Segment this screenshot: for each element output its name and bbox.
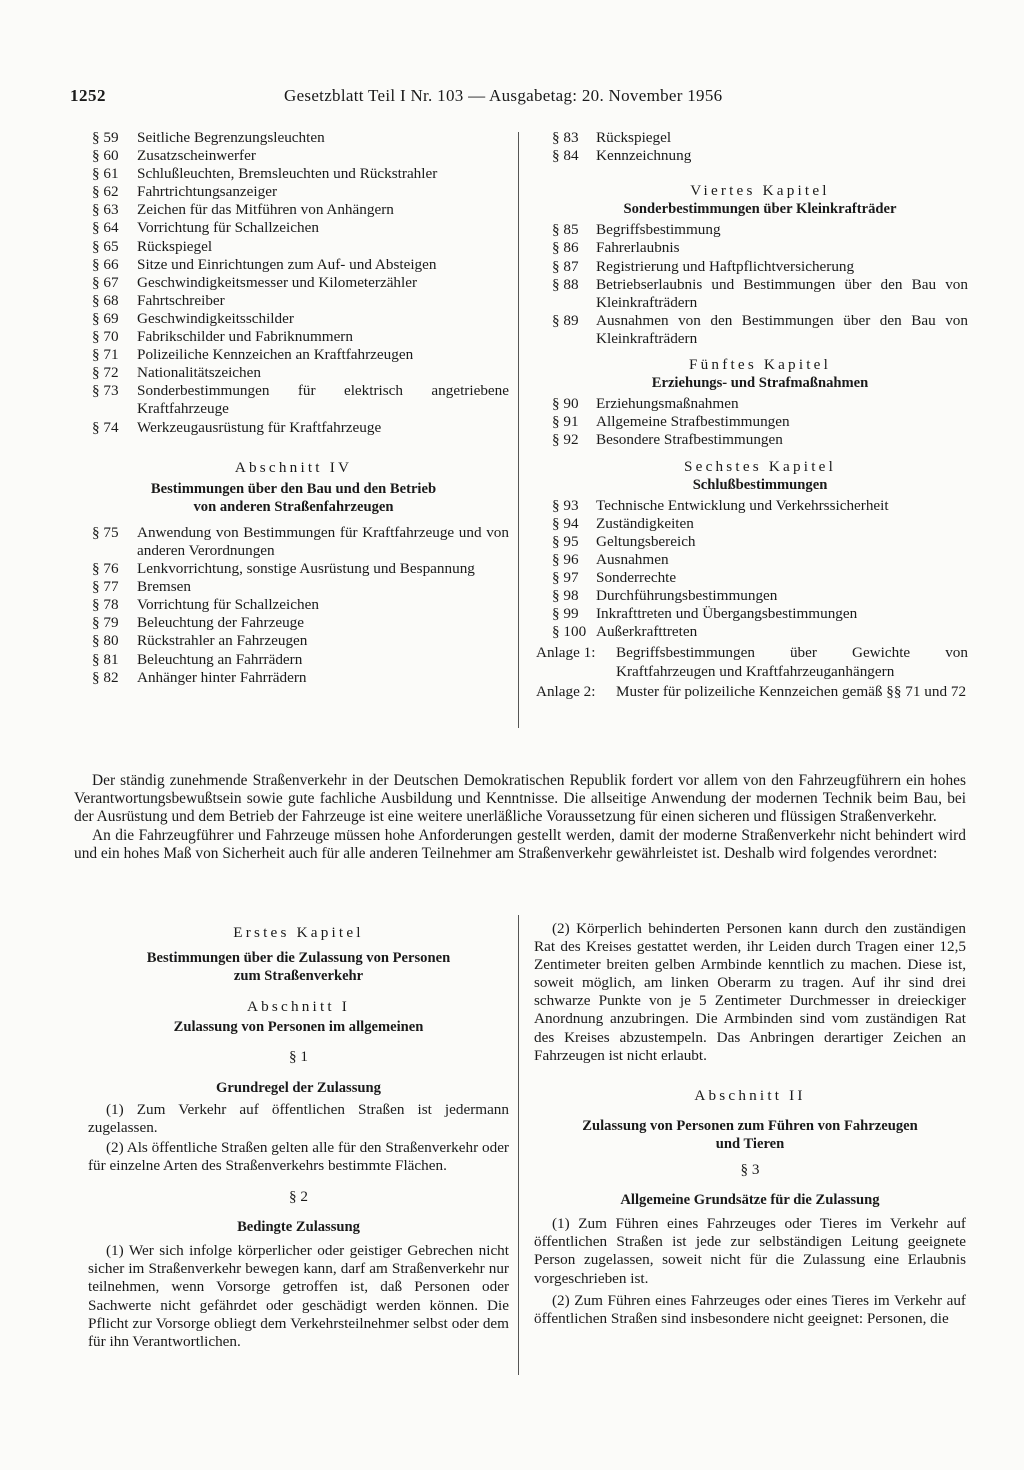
section-number: § 81 — [92, 650, 119, 668]
toc-item — [552, 312, 968, 348]
section-number: § 78 — [92, 596, 119, 614]
section-title: Fahrtrichtungsanzeiger — [137, 183, 278, 201]
paragraph-number: § 2 — [289, 1188, 308, 1206]
toc-item — [552, 551, 968, 569]
section-title: Registrierung und Haftpflichtversicherung — [596, 257, 855, 275]
toc-right-top-list — [552, 129, 968, 165]
section-title: Beleuchtung an Fahrrädern — [137, 650, 303, 668]
paragraph-title: Allgemeine Grundsätze für die Zulassung — [620, 1192, 880, 1209]
toc-item — [92, 524, 509, 560]
chapter-label: Viertes Kapitel — [690, 182, 830, 200]
abschnitt-iv-list — [92, 524, 509, 687]
section-number: § 64 — [92, 219, 119, 237]
section-number: § 95 — [552, 532, 579, 550]
section-title: Seitliche Begrenzungsleuchten — [137, 129, 325, 146]
section-number: § 79 — [92, 614, 119, 632]
section-title: Rückstrahler an Fahrzeugen — [137, 632, 308, 650]
section-number: § 59 — [92, 129, 119, 146]
toc-item — [92, 346, 509, 364]
page-header — [70, 86, 956, 110]
toc-item — [92, 256, 509, 274]
section-number: § 68 — [92, 291, 119, 309]
section-title: Allgemeine Strafbestimmungen — [596, 413, 790, 431]
section-title: Fahrerlaubnis — [596, 239, 680, 257]
section-label: Abschnitt IV — [234, 458, 353, 476]
chapter-title-line: Bestimmungen über die Zulassung von Personen — [146, 950, 451, 967]
section-title: Zeichen für das Mitführen von Anhängern — [137, 201, 394, 219]
section-title: Lenkvorrichtung, sonstige Ausrüstung und Bespannung — [137, 560, 475, 578]
toc-item — [552, 623, 968, 641]
section-number: § 72 — [92, 364, 119, 382]
body-paragraph: (1) Wer sich infolge körperlicher oder geistiger Gebrechen nicht sicher im Straßenverkehr bewegen kann, darf am Straßenverkehr nur teilnehmen, wenn Vorsorge getroffen ist, daß Personen oder Sachwerte nicht gefährdet oder geschädigt werden können. Die Pflicht zur Vorsorge obliegt dem Verkehrsteilnehmer selbst oder dem für ihn Verantwortlichen. — [88, 1242, 509, 1350]
toc-item — [552, 129, 968, 147]
toc-item — [552, 569, 968, 587]
section-title: Kennzeichnung — [596, 147, 692, 165]
toc-item — [92, 596, 509, 614]
section-title: Werkzeugausrüstung für Kraftfahrzeuge — [137, 418, 382, 436]
fuenftes-kapitel-heading — [552, 356, 968, 392]
section-title: Begriffsbestimmung — [596, 221, 721, 239]
toc-item — [92, 669, 509, 687]
paragraph-title: Bedingte Zulassung — [237, 1219, 360, 1236]
section-number: § 71 — [92, 346, 119, 364]
section-title: Geltungsbereich — [596, 532, 696, 550]
toc-item — [92, 129, 509, 147]
section-title: Erziehungsmaßnahmen — [596, 395, 739, 413]
section-title: Sonderbestimmungen für elektrisch angetriebene Kraftfahrzeuge — [137, 382, 509, 418]
section-number: § 80 — [92, 632, 119, 650]
toc-item — [552, 533, 968, 551]
section-number: § 65 — [92, 237, 119, 255]
anlage-title: Begriffsbestimmungen über Gewichte von Kraftfahrzeugen und Kraftfahrzeuganhängern — [616, 644, 968, 680]
toc-item — [92, 201, 509, 219]
viertes-kapitel-list — [552, 221, 968, 348]
section-number: § 60 — [92, 147, 119, 165]
toc-item — [92, 165, 509, 183]
toc-anlage-item — [536, 644, 968, 680]
section-title-line: und Tieren — [715, 1135, 785, 1152]
section-title: Sonderrechte — [596, 569, 677, 587]
section-title-line: von anderen Straßenfahrzeugen — [193, 498, 394, 515]
preamble-paragraph: An die Fahrzeugführer und Fahrzeuge müssen hohe Anforderungen gestellt werden, damit der moderne Straßenverkehr nicht behindert wird und ein hohes Maß von Sicherheit auch für alle anderen Teilnehmer am Straßenverkehr gewährleistet ist. Deshalb wird folgendes verordnet: — [74, 826, 966, 862]
section-title: Anwendung von Bestimmungen für Kraftfahrzeuge und von anderen Verordnungen — [137, 523, 509, 559]
section-number: § 77 — [92, 578, 119, 596]
section-title: Schlußleuchten, Bremsleuchten und Rückstrahler — [137, 165, 438, 183]
toc-item — [552, 258, 968, 276]
section-number: § 87 — [552, 257, 579, 275]
section-title: Anhänger hinter Fahrrädern — [137, 668, 307, 686]
body-paragraph: (2) Zum Führen eines Fahrzeuges oder eines Tieres im Verkehr auf öffentlichen Straßen sind insbesondere nicht geeignet: Personen, die — [534, 1291, 966, 1327]
toc-item — [92, 274, 509, 292]
section-title: Sitze und Einrichtungen zum Auf- und Absteigen — [137, 255, 437, 273]
anlage-number: Anlage 2: — [536, 682, 596, 700]
section-title: Zulassung von Personen im allgemeinen — [173, 1019, 424, 1036]
section-number: § 90 — [552, 395, 579, 413]
section-number: § 94 — [552, 514, 579, 532]
section-title: Ausnahmen — [596, 550, 669, 568]
sechstes-kapitel-heading — [552, 458, 968, 494]
preamble — [74, 772, 966, 863]
section-number: § 99 — [552, 605, 579, 623]
abschnitt-iv-heading — [78, 459, 509, 516]
paragraph-number: § 3 — [740, 1161, 760, 1179]
toc-item — [552, 395, 968, 413]
body-paragraph: (2) Als öffentliche Straßen gelten alle für den Straßenverkehr oder für einzelne Arten des Straßenverkehrs bestimmte Flächen. — [88, 1138, 509, 1174]
toc-anlage-item — [536, 682, 968, 701]
page-number: 1252 — [70, 86, 106, 105]
toc-item — [552, 239, 968, 257]
toc-item — [92, 238, 509, 256]
chapter-label: Fünftes Kapitel — [688, 356, 832, 374]
section-number: § 74 — [92, 418, 119, 436]
toc-item — [92, 578, 509, 596]
section-title: Technische Entwicklung und Verkehrssicherheit — [596, 496, 889, 514]
section-number: § 84 — [552, 147, 579, 165]
toc-item — [92, 560, 509, 578]
toc-column-divider — [518, 132, 519, 728]
toc-item — [552, 221, 968, 239]
chapter-label: Erstes Kapitel — [233, 924, 364, 941]
section-number: § 66 — [92, 255, 119, 273]
section-title: Zuständigkeiten — [596, 514, 694, 532]
section-title: Fabrikschilder und Fabriknummern — [137, 328, 353, 346]
section-number: § 62 — [92, 183, 119, 201]
section-title: Geschwindigkeitsmesser und Kilometerzähler — [137, 273, 418, 291]
section-number: § 96 — [552, 550, 579, 568]
section-title: Außerkrafttreten — [596, 623, 698, 641]
body-paragraph: (1) Zum Verkehr auf öffentlichen Straßen ist jedermann zugelassen. — [88, 1100, 509, 1136]
section-title: Zusatzscheinwerfer — [137, 147, 256, 165]
section-number: § 69 — [92, 309, 119, 327]
body-paragraph: (2) Körperlich behinderten Personen kann durch den zuständigen Rat des Kreises gestattet werden, ihr Leiden durch Tragen einer 12,5 Zentimeter breiten gelben Armbinde kenntlich zu machen. Diese ist, soweit möglich, am linken Oberarm zu tragen. Auf ihr sind drei schwarze Punkte von je 5 Zentimeter Durchmesser in dreieckiger Anordnung anzubringen. Die Armbinden sind vom zuständigen Rat des Kreises abzustempeln. Das Anbringen derartiger Zeichen an Fahrzeugen ist nicht erlaubt. — [534, 920, 966, 1064]
section-number: § 82 — [92, 668, 119, 686]
section-title: Bremsen — [137, 578, 191, 596]
section-number: § 86 — [552, 239, 579, 257]
toc-item — [92, 310, 509, 328]
toc-item — [92, 364, 509, 382]
section-number: § 67 — [92, 273, 119, 291]
section-title-line: Zulassung von Personen zum Führen von Fahrzeugen — [582, 1117, 918, 1134]
paragraph-number: § 1 — [289, 1048, 308, 1066]
toc-left-list — [92, 129, 509, 437]
toc-item — [552, 605, 968, 623]
toc-item — [92, 292, 509, 310]
section-title: Ausnahmen von den Bestimmungen über den Bau von Kleinkrafträdern — [596, 311, 968, 347]
section-number: § 100 — [552, 623, 587, 641]
toc-item — [92, 632, 509, 650]
section-number: § 93 — [552, 496, 579, 514]
section-number: § 88 — [552, 275, 579, 293]
toc-item — [552, 515, 968, 533]
section-number: § 98 — [552, 587, 579, 605]
toc-item — [92, 651, 509, 669]
section-number: § 92 — [552, 431, 579, 449]
toc-item — [552, 276, 968, 312]
toc-item — [92, 183, 509, 201]
section-number: § 76 — [92, 560, 119, 578]
section-title: Rückspiegel — [596, 129, 672, 146]
header-title: Gesetzblatt Teil I Nr. 103 — Ausgabetag: 20. November 1956 — [284, 86, 723, 105]
fuenftes-kapitel-list — [552, 395, 968, 449]
toc-item — [552, 587, 968, 605]
section-title: Besondere Strafbestimmungen — [596, 431, 783, 449]
section-number: § 83 — [552, 129, 579, 146]
toc-item — [92, 328, 509, 346]
section-number: § 91 — [552, 413, 579, 431]
section-number: § 75 — [92, 523, 119, 541]
toc-left-column — [92, 129, 509, 687]
toc-item — [552, 413, 968, 431]
body-right-column — [534, 920, 966, 1328]
anlage-number: Anlage 1: — [536, 644, 596, 662]
section-number: § 89 — [552, 311, 579, 329]
section-title: Fahrtschreiber — [137, 291, 225, 309]
section-number: § 61 — [92, 165, 119, 183]
paragraph-title: Grundregel der Zulassung — [216, 1079, 381, 1096]
toc-item — [92, 147, 509, 165]
preamble-paragraph: Der ständig zunehmende Straßenverkehr in der Deutschen Demokratischen Republik fordert vor allem von den Fahrzeugführern ein hohes Verantwortungsbewußtsein sowie gute fachliche Ausbildung und Kenntnisse. Die allseitige Anwendung der modernen Technik beim Bau, bei der Ausrüstung und dem Betrieb der Fahrzeuge ist eine weitere unerläßliche Voraussetzung für einen sicheren und flüssigen Straßenverkehr. — [74, 772, 966, 826]
section-number: § 97 — [552, 569, 579, 587]
toc-item — [552, 147, 968, 165]
section-label: Abschnitt II — [694, 1086, 806, 1104]
section-title: Betriebserlaubnis und Bestimmungen über den Bau von Kleinkrafträdern — [596, 275, 968, 311]
toc-item — [92, 219, 509, 237]
viertes-kapitel-heading — [552, 182, 968, 218]
section-title: Inkrafttreten und Übergangsbestimmungen — [596, 605, 858, 623]
body-paragraph: (1) Zum Führen eines Fahrzeuges oder Tieres im Verkehr auf öffentlichen Straßen ist jede zur selbständigen Leitung geeignete Person zugelassen, soweit nicht für die Zulassung eine Erlaubnis vorgeschrieben ist. — [534, 1215, 966, 1287]
toc-item — [552, 497, 968, 515]
section-title: Polizeiliche Kennzeichen an Kraftfahrzeugen — [137, 346, 414, 364]
section-title: Geschwindigkeitsschilder — [137, 309, 294, 327]
chapter-title: Erziehungs- und Strafmaßnahmen — [651, 375, 869, 392]
section-title: Rückspiegel — [137, 237, 213, 255]
toc-right-column — [536, 129, 968, 701]
section-title: Beleuchtung der Fahrzeuge — [137, 614, 304, 632]
section-title: Nationalitätszeichen — [137, 364, 261, 382]
toc-item — [92, 614, 509, 632]
section-number: § 63 — [92, 201, 119, 219]
anlage-title: Muster für polizeiliche Kennzeichen gemäß §§ 71 und 72 — [616, 682, 967, 700]
section-number: § 85 — [552, 221, 579, 239]
body-column-divider — [518, 915, 519, 1375]
section-title: Vorrichtung für Schallzeichen — [137, 596, 319, 614]
toc-item — [92, 419, 509, 437]
chapter-label: Sechstes Kapitel — [683, 457, 836, 475]
sechstes-kapitel-list — [536, 496, 968, 701]
toc-item — [92, 382, 509, 418]
chapter-title-line: zum Straßenverkehr — [233, 968, 364, 985]
body-left-column — [88, 924, 509, 1351]
section-title: Vorrichtung für Schallzeichen — [137, 219, 319, 237]
section-title-line: Bestimmungen über den Bau und den Betrieb — [150, 480, 437, 497]
section-title: Durchführungsbestimmungen — [596, 587, 778, 605]
section-number: § 70 — [92, 328, 119, 346]
chapter-title: Sonderbestimmungen über Kleinkrafträder — [623, 201, 897, 218]
section-label: Abschnitt I — [246, 998, 351, 1016]
section-number: § 73 — [92, 382, 119, 400]
toc-item — [552, 431, 968, 449]
chapter-title: Schlußbestimmungen — [692, 476, 828, 493]
